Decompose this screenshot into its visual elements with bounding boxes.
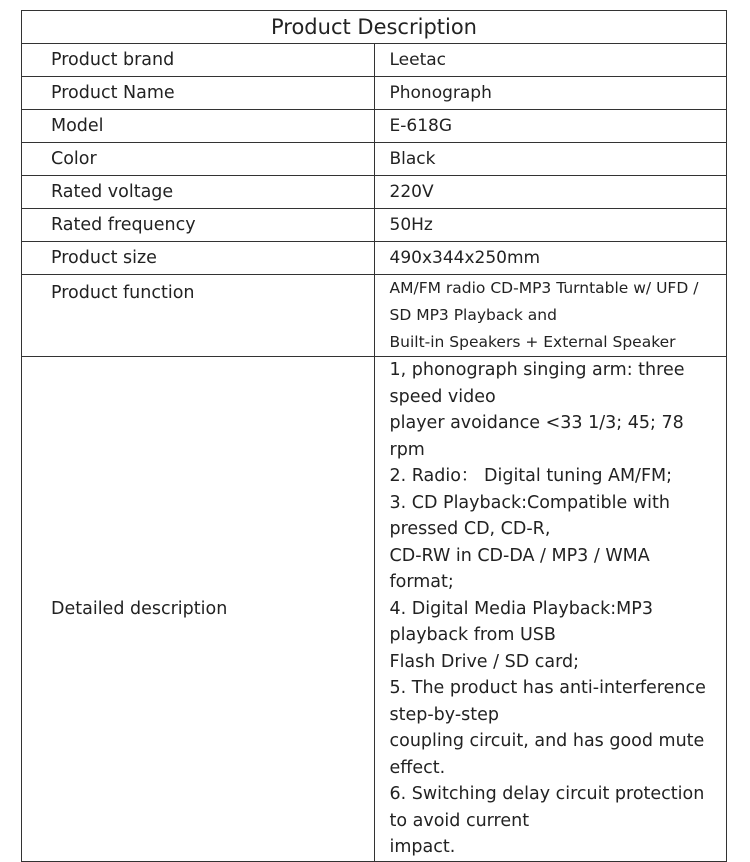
- spec-value: Phonograph: [374, 77, 727, 110]
- spec-label: Product size: [22, 242, 375, 275]
- spec-label: Detailed description: [22, 357, 375, 862]
- spec-value: Black: [374, 143, 727, 176]
- function-value: [374, 275, 727, 357]
- spec-value: 490x344x250mm: [374, 242, 727, 275]
- spec-row-name: [22, 77, 727, 110]
- spec-row-brand: [22, 44, 727, 77]
- spec-value: 220V: [374, 176, 727, 209]
- detail-line: 3. CD Playback:Compatible with pressed CD, CD-R,: [389, 492, 670, 539]
- detail-line: 1, phonograph singing arm: three speed video: [389, 360, 685, 407]
- detail-line: 5. The product has anti-interference step-by-step: [389, 678, 706, 725]
- spec-label: Product brand: [22, 44, 375, 77]
- detail-line: player avoidance <33 1/3; 45; 78 rpm: [389, 413, 684, 460]
- spec-row-size: [22, 242, 727, 275]
- product-spec-table: [21, 10, 727, 862]
- detail-line: impact.: [389, 837, 456, 857]
- detail-line: CD-RW in CD-DA / MP3 / WMA format;: [389, 545, 650, 592]
- detail-line: 6. Switching delay circuit protection to avoid current: [389, 784, 705, 831]
- detail-line: Flash Drive / SD card;: [389, 651, 579, 672]
- spec-value: E-618G: [374, 110, 727, 143]
- detail-line: 4. Digital Media Playback:MP3 playback from USB: [389, 598, 653, 645]
- spec-row-frequency: [22, 209, 727, 242]
- spec-label: Product function: [22, 275, 375, 357]
- detail-line: coupling circuit, and has good mute effect.: [389, 731, 705, 778]
- spec-row-detail: [22, 357, 727, 862]
- function-line: AM/FM radio CD-MP3 Turntable w/ UFD / SD MP3 Playback and: [389, 279, 699, 324]
- spec-row-function: [22, 275, 727, 357]
- spec-value: 50Hz: [374, 209, 727, 242]
- spec-row-color: [22, 143, 727, 176]
- spec-label: Rated voltage: [22, 176, 375, 209]
- detail-line: 2. Radio： Digital tuning AM/FM;: [389, 466, 673, 486]
- spec-row-model: [22, 110, 727, 143]
- spec-label: Product Name: [22, 77, 375, 110]
- detail-value: [374, 357, 727, 862]
- spec-label: Rated frequency: [22, 209, 375, 242]
- spec-value: Leetac: [374, 44, 727, 77]
- spec-row-voltage: [22, 176, 727, 209]
- title-row: [22, 11, 727, 44]
- function-line: Built-in Speakers + External Speaker: [389, 333, 676, 351]
- spec-label: Color: [22, 143, 375, 176]
- table-title: Product Description: [22, 11, 727, 44]
- spec-label: Model: [22, 110, 375, 143]
